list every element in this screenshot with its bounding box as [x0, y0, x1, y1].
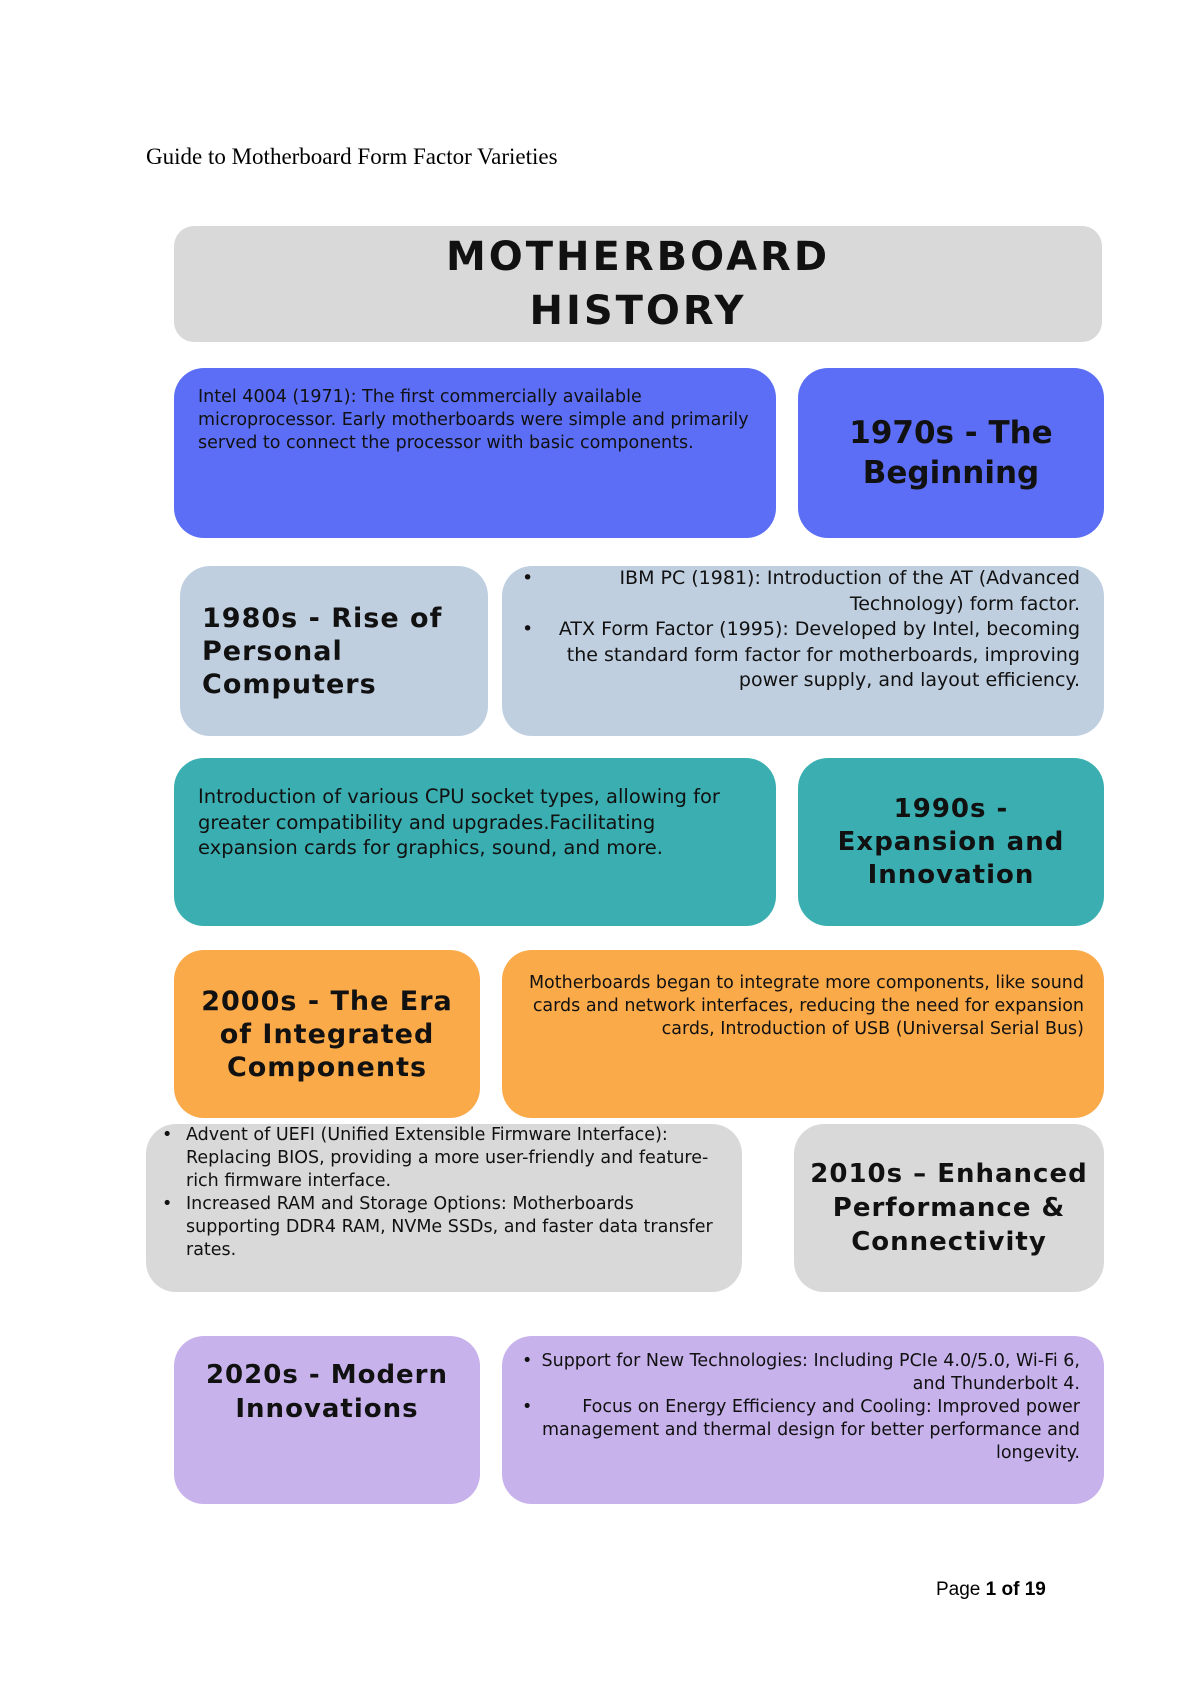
era-1970s-description: Intel 4004 (1971): The first commercially available microprocessor. Early motherboards were simple and primarily served to connect the processor with basic components.: [174, 368, 776, 538]
era-2020s-bullet: • Focus on Energy Efficiency and Cooling: Improved power management and thermal design for better performance and longevity.: [522, 1396, 1080, 1465]
era-2010s-bullet: • Increased RAM and Storage Options: Motherboards supporting DDR4 RAM, NVMe SSDs, and faster data transfer rates.: [160, 1193, 728, 1262]
era-2020s-bullet: • Support for New Technologies: Including PCIe 4.0/5.0, Wi-Fi 6, and Thunderbolt 4.: [522, 1350, 1080, 1396]
era-1990s-heading: 1990s - Expansion and Innovation: [798, 758, 1104, 926]
era-2000s-description: Motherboards began to integrate more components, like sound cards and network interfaces, reducing the need for expansion cards, Introduction of USB (Universal Serial Bus): [502, 950, 1104, 1118]
era-2000s-heading: 2000s - The Era of Integrated Components: [174, 950, 480, 1118]
era-1980s-bullet: • ATX Form Factor (1995): Developed by Intel, becoming the standard form factor for motherboards, improving power supply, and layout efficiency.: [522, 617, 1080, 694]
infographic-title-line1: MOTHERBOARD: [445, 234, 831, 280]
era-1980s-heading: 1980s - Rise of Personal Computers: [180, 566, 488, 736]
era-2010s-heading: 2010s – Enhanced Performance & Connectivity: [794, 1124, 1104, 1292]
current-page: 1: [985, 1579, 997, 1600]
total-pages: 19: [1024, 1579, 1046, 1600]
era-2010s-description: [146, 1124, 742, 1292]
infographic-title-line2: HISTORY: [529, 288, 747, 334]
era-2020s-heading: 2020s - Modern Innovations: [174, 1336, 480, 1504]
document-title: Guide to Motherboard Form Factor Varieties: [146, 144, 558, 169]
era-2020s-description: [502, 1336, 1104, 1504]
era-1980s-bullet: • IBM PC (1981): Introduction of the AT (Advanced Technology) form factor.: [522, 566, 1080, 617]
era-1970s-heading: 1970s - The Beginning: [798, 368, 1104, 538]
era-1990s-description: Introduction of various CPU socket types, allowing for greater compatibility and upgrades.Facilitating expansion cards for graphics, sound, and more.: [174, 758, 776, 926]
era-2010s-bullet: • Advent of UEFI (Unified Extensible Firmware Interface): Replacing BIOS, providing a more user-friendly and feature-rich firmware interface.: [160, 1124, 728, 1193]
infographic-title: [174, 226, 1102, 342]
era-1980s-description: [502, 566, 1104, 736]
page-number-footer: Page 1 of 19: [936, 1579, 1046, 1600]
